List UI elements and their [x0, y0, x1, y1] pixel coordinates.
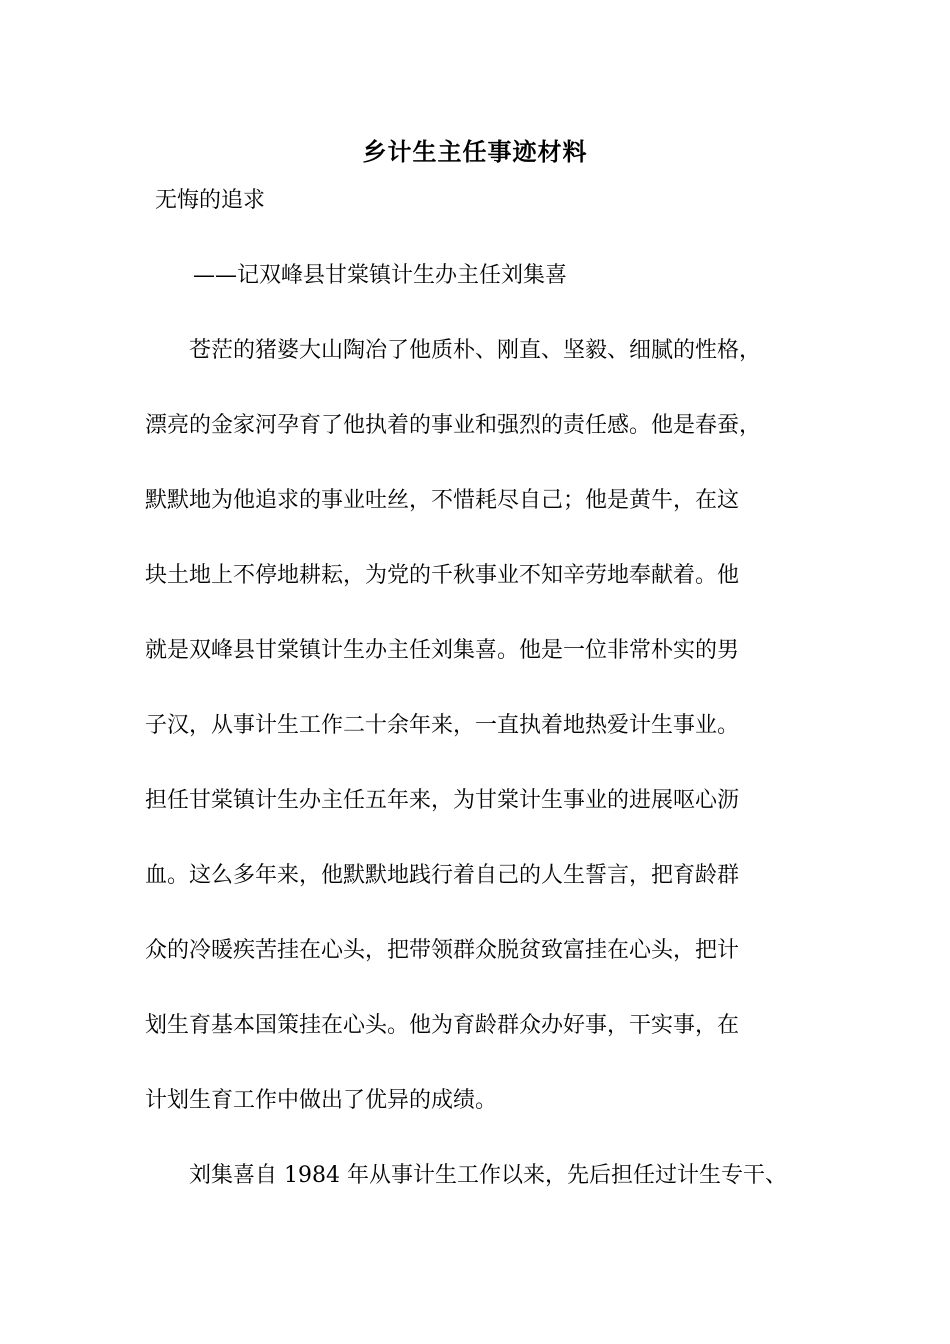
paragraph-line: 漂亮的金家河孕育了他执着的事业和强烈的责任感。他是春蚕，	[145, 413, 762, 438]
paragraph-line: 刘集喜自 1984 年从事计生工作以来，先后担任过计生专干、	[145, 1163, 787, 1188]
paragraph-line: 担任甘棠镇计生办主任五年来，为甘棠计生事业的进展呕心沥	[145, 788, 740, 813]
paragraph-line: 块土地上不停地耕耘，为党的千秋事业不知辛劳地奉献着。他	[145, 563, 740, 588]
document-title: 乡计生主任事迹材料	[362, 137, 588, 166]
paragraph-line: 默默地为他追求的事业吐丝，不惜耗尽自己；他是黄牛，在这	[145, 488, 740, 513]
paragraph-line: 就是双峰县甘棠镇计生办主任刘集喜。他是一位非常朴实的男	[145, 638, 740, 663]
paragraph-line: 划生育基本国策挂在心头。他为育龄群众办好事，干实事，在	[145, 1013, 740, 1038]
paragraph-line: 血。这么多年来，他默默地践行着自己的人生誓言，把育龄群	[145, 863, 740, 888]
paragraph-line: 计划生育工作中做出了优异的成绩。	[145, 1088, 498, 1113]
document-byline: ——记双峰县甘棠镇计生办主任刘集喜	[193, 263, 568, 288]
paragraph-line: 苍茫的猪婆大山陶冶了他质朴、刚直、坚毅、细腻的性格，	[145, 338, 762, 363]
paragraph-line: 子汉，从事计生工作二十余年来，一直执着地热爱计生事业。	[145, 713, 740, 738]
paragraph-line: 众的冷暖疾苦挂在心头，把带领群众脱贫致富挂在心头，把计	[145, 938, 740, 963]
document-subtitle: 无悔的追求	[155, 188, 266, 213]
